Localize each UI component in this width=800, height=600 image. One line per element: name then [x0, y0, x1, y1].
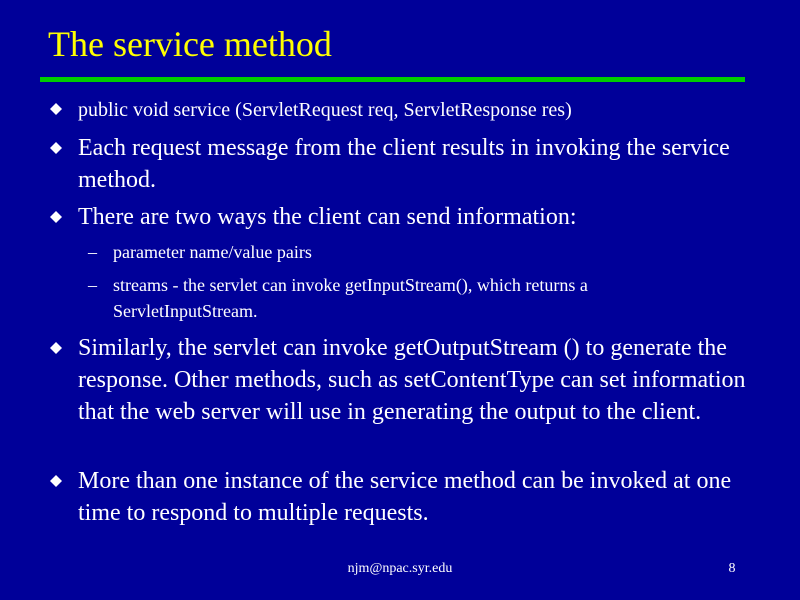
bullet-text: More than one instance of the service method can be invoked at one time to respond to multiple requests. — [78, 468, 732, 526]
diamond-bullet-icon — [50, 342, 62, 354]
diamond-bullet-icon — [50, 211, 62, 223]
sub-bullet-text: streams - the servlet can invoke getInputStream(), which returns a ServletInputStream. — [113, 275, 588, 321]
page-number: 8 — [728, 561, 736, 576]
slide-title: The service method — [48, 24, 332, 64]
bullet-text: Each request message from the client results in invoking the service method. — [78, 135, 730, 193]
diamond-bullet-icon — [50, 103, 62, 115]
footer-email: njm@npac.syr.edu — [347, 561, 453, 576]
diamond-bullet-icon — [50, 142, 62, 154]
sub-bullet-dash: – — [88, 275, 97, 295]
bullet-text: There are two ways the client can send information: — [78, 204, 577, 230]
title-underline — [40, 77, 745, 82]
bullet-text: public void service (ServletRequest req, ServletResponse res) — [78, 99, 572, 121]
diamond-bullet-icon — [50, 475, 62, 487]
sub-bullet-text: parameter name/value pairs — [113, 242, 312, 262]
sub-bullet-dash: – — [88, 242, 97, 262]
bullet-text: Similarly, the servlet can invoke getOutputStream () to generate the response. Other methods, such as setContentType can set information that the web server will use in generating the output to the client. — [78, 335, 746, 425]
